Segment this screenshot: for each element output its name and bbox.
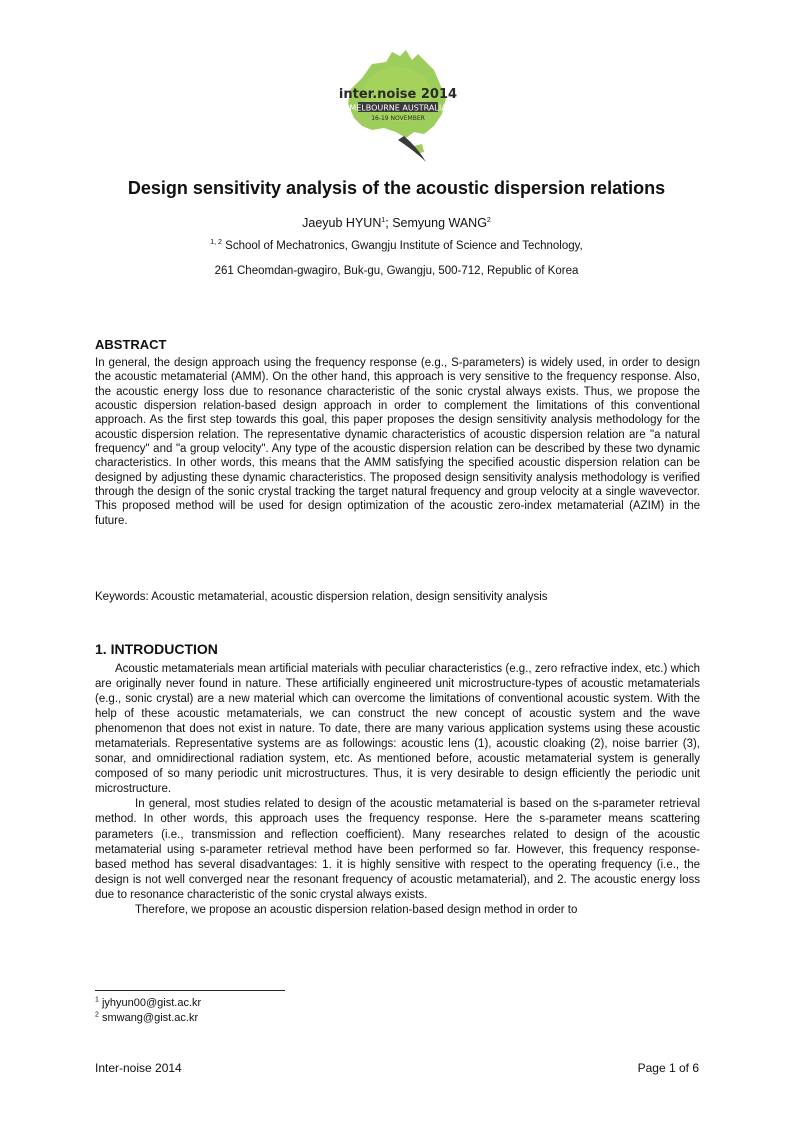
footnote-1-mark: 1 [95, 996, 99, 1004]
keywords: Keywords: Acoustic metamaterial, acoustic dispersion relation, design sensitivity analysis [95, 591, 548, 603]
affiliation-mark: 1, 2 [210, 239, 222, 247]
footnote-1-email[interactable]: jyhyun00@gist.ac.kr [101, 997, 202, 1009]
author-2-mark: 2 [486, 216, 491, 224]
abstract-heading: ABSTRACT [95, 337, 167, 352]
footnote-1 [95, 997, 201, 1009]
author-1-mark: 1 [381, 216, 386, 224]
footer-page-number: Page 1 of 6 [637, 1061, 699, 1075]
footnote-2-mark: 2 [95, 1011, 99, 1019]
conference-logo [328, 40, 468, 170]
affiliation-line-2: 261 Cheomdan-gwagiro, Buk-gu, Gwangju, 500-712, Republic of Korea [214, 265, 579, 277]
author-separator: ; [385, 216, 393, 230]
intro-paragraph-3: Therefore, we propose an acoustic dispersion relation-based design method in order to [135, 903, 578, 916]
affiliation-line-1 [0, 240, 793, 252]
introduction-body [95, 662, 700, 918]
section-heading-introduction: 1. INTRODUCTION [95, 641, 218, 657]
footnote-2-email[interactable]: smwang@gist.ac.kr [101, 1012, 199, 1024]
intro-paragraph-2: In general, most studies related to design of the acoustic metamaterial is based on the s-parameter retrieval method. In other words, this approach uses the frequency response. Here the s-parameter means scattering parameters (i.e., transmission and reflection coefficient). Many researches related to design of the acoustic metamaterial using s-parameter retrieval method have been performed so far. However, this frequency response-based method has several disadvantages: 1. it is highly sensitive with respect to the operating frequency (i.e., the design is not well converged near the resonant frequency of acoustic metamaterial), and 2. The acoustic energy loss due to resonance characteristic of the sonic crystal always exists. [95, 798, 700, 901]
logo-dates: 16-19 NOVEMBER [371, 115, 425, 122]
logo-location: MELBOURNE AUSTRALIA [349, 103, 447, 113]
logo-name: inter.noise 2014 [338, 87, 458, 102]
author-line [0, 216, 793, 230]
intro-paragraph-1: Acoustic metamaterials mean artificial materials with peculiar characteristics (e.g., zero refractive index, etc.) which are originally never found in nature. These artificially engineered unit microstructure-types of acoustic metamaterials (e.g., sonic crystal) are a new material which can overcome the limitations of conventional acoustic system. With the help of these acoustic metamaterials, we can construct the new concept of acoustic system and the wave phenomenon that does not exist in nature. To date, there are many various application systems using these acoustic metamaterials. Representative systems are as followings: acoustic lens (1), acoustic cloaking (2), noise barrier (3), sonar, and omnidirectional radiation system, etc. As mentioned before, acoustic metamaterial system is generally composed of so many periodic unit microstructures. Thus, it is very desirable to design efficiently the periodic unit microstructure. [95, 663, 700, 796]
footnote-2 [95, 1012, 198, 1024]
footer-conference: Inter-noise 2014 [95, 1061, 182, 1075]
author-2: Semyung WANG [392, 216, 487, 230]
abstract-body: In general, the design approach using the frequency response (e.g., S-parameters) is widely used, in order to design the acoustic metamaterial (AMM). On the other hand, this approach is very sensitive to the frequency response. Also, the acoustic energy loss due to resonance characteristic of the sonic crystal always exists. Thus, we propose the acoustic dispersion relation-based design approach in order to complement the limitations of this conventional approach. As the first step towards this goal, this paper proposes the design sensitivity analysis methodology for the acoustic dispersion relation. The representative dynamic characteristics of acoustic dispersion relation are "a natural frequency" and "a group velocity". Any type of the acoustic dispersion relation can be described by these two dynamic characteristics. In other words, this means that the AMM satisfying the specified acoustic dispersion relation can be designed by adjusting these dynamic characteristics. The proposed design sensitivity analysis methodology is verified through the design of the sonic crystal tracking the target natural frequency and group velocity at a single wavevector. This proposed method will be used for design optimization of the acoustic zero-index metamaterial (AZIM) in the future. [95, 357, 700, 527]
australia-map-logo-icon [328, 40, 468, 170]
footnote-divider [95, 990, 285, 991]
affiliation-text-1: School of Mechatronics, Gwangju Institute of Science and Technology, [225, 240, 583, 252]
paper-title: Design sensitivity analysis of the acoustic dispersion relations [127, 178, 666, 198]
author-1: Jaeyub HYUN [302, 216, 382, 230]
